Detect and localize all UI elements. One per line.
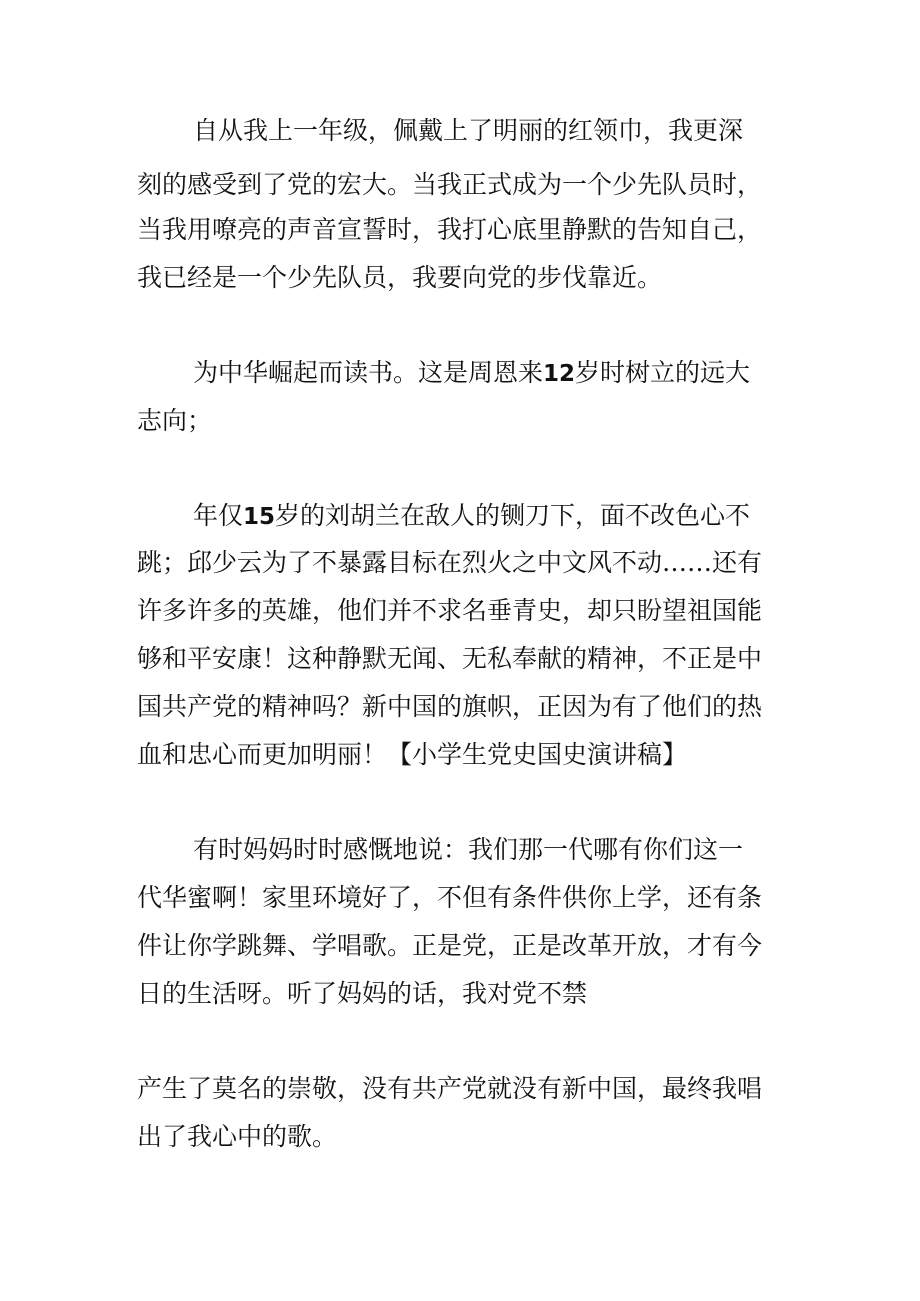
- paragraph-3-line-1: [193, 498, 853, 535]
- paragraph-4-line-2: 代华蜜啊！家里环境好了，不但有条件供你上学，还有条: [137, 883, 763, 912]
- paragraph-3-line-3: 许多许多的英雄，他们并不求名垂青史，却只盼望祖国能: [137, 596, 763, 625]
- paragraph-2-number: 12: [543, 361, 576, 387]
- paragraph-2-text-a: 为中华崛起而读书。这是周恩来: [193, 358, 544, 387]
- paragraph-2-text-b: 岁时树立的远大: [575, 358, 751, 387]
- paragraph-3-line-6: 血和忠心而更加明丽！【小学生党史国史演讲稿】: [137, 740, 688, 769]
- paragraph-3-line-4: 够和平安康！这种静默无闻、无私奉献的精神，不正是中: [137, 644, 763, 673]
- paragraph-2-line-2: 志向；: [137, 406, 213, 435]
- paragraph-5-line-2: 出了我心中的歌。: [137, 1122, 338, 1151]
- paragraph-4-line-1: 有时妈妈时时感慨地说：我们那一代哪有你们这一: [193, 835, 744, 864]
- paragraph-1-line-4: 我已经是一个少先队员，我要向党的步伐靠近。: [137, 263, 663, 292]
- paragraph-2-line-1: [193, 355, 853, 392]
- paragraph-4-line-4: 日的生活呀。听了妈妈的话，我对党不禁: [137, 979, 588, 1008]
- paragraph-3-line-5: 国共产党的精神吗？新中国的旗帜，正因为有了他们的热: [137, 692, 763, 721]
- paragraph-3-line-2: 跳；邱少云为了不暴露目标在烈火之中文风不动……还有: [137, 548, 763, 577]
- paragraph-3-text-b: 岁的刘胡兰在敌人的铡刀下，面不改色心不: [275, 501, 751, 530]
- paragraph-1-line-2: 刻的感受到了党的宏大。当我正式成为一个少先队员时，: [137, 170, 763, 199]
- paragraph-3-text-a: 年仅: [193, 501, 244, 530]
- paragraph-1-line-3: 当我用嘹亮的声音宣誓时，我打心底里静默的告知自己，: [137, 215, 763, 244]
- paragraph-4-line-3: 件让你学跳舞、学唱歌。正是党，正是改革开放，才有今: [137, 931, 763, 960]
- paragraph-1-line-1: 自从我上一年级，佩戴上了明丽的红领巾，我更深: [193, 116, 744, 145]
- paragraph-3-number: 15: [243, 504, 276, 530]
- paragraph-5-line-1: 产生了莫名的崇敬，没有共产党就没有新中国，最终我唱: [137, 1074, 763, 1103]
